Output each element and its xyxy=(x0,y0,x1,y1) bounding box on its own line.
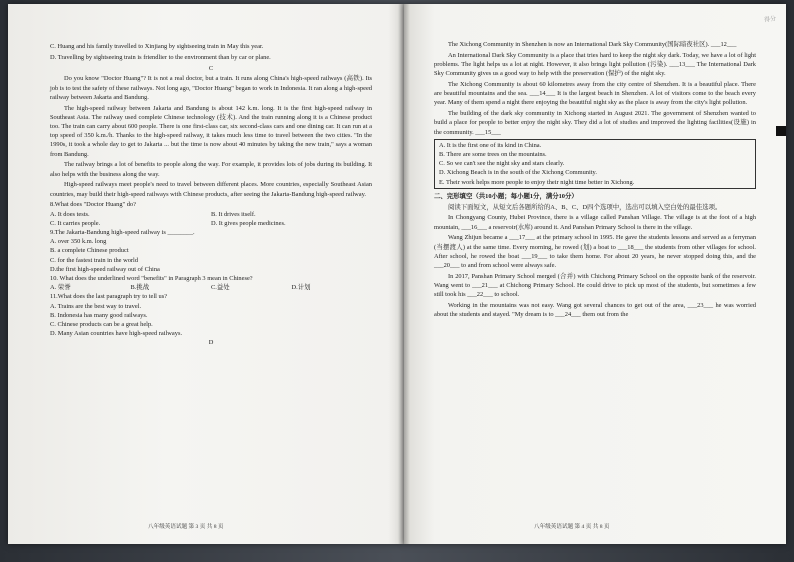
cloze-paragraph-4: Working in the mountains was not easy. Wang got several chances to get out of the area, ___23___ he was worried about the students and stayed. "My dream is to ___24___ them out from the xyxy=(434,302,756,319)
exam-page-left xyxy=(8,4,404,544)
question-9-option-d: D.the first high-speed railway out of China xyxy=(50,265,160,273)
left-page-content xyxy=(50,42,372,349)
passage-d-paragraph-2: An International Dark Sky Community is a place that tries hard to keep the night sky dark. Today, we have a lot of light problems. The light helps us a lot at night. However, it also brings light pollution (污染). ___13___ The International Dark Sky Community gives us a good way to help with the preservation (保护) of the night sky. xyxy=(434,51,756,78)
question-11-option-c: C. Chinese products can be a great help. xyxy=(50,321,153,329)
question-8-options-row2 xyxy=(50,219,372,228)
question-9-stem: 9.The Jakarta-Bandung high-speed railway is ________. xyxy=(50,229,195,237)
box-option-d: D. Xichong Beach is in the south of the Xichong Community. xyxy=(439,169,597,177)
question-8-option-b: B. It drives itself. xyxy=(211,210,256,218)
passage-c-paragraph-1: Do you know "Doctor Huang"? It is not a real doctor, but a train. It runs along China's high-speed railways (高铁). Its job is to test the safety of these railways. Not long ago, "Doctor Huang" began to work in Indonesia. It ran along a high-speed railway between Jakarta and Bandung. xyxy=(50,75,372,101)
cloze-paragraph-1: In Chongyang County, Hubei Province, there is a village called Panshan Village. The village is at the foot of a high mountain, ___16___ a reservoir(水库) around it. And Panshan Primary School is there in the village. xyxy=(434,214,756,231)
question-10-options xyxy=(50,283,372,292)
option-c-prev: C. Huang and his family travelled to Xinjiang by sightseeing train in May this year. xyxy=(50,43,264,50)
question-11-stem: 11.What does the last paragraph try to tell us? xyxy=(50,293,168,301)
cloze-paragraph-2: Wang Zhijun became a ___17___ at the primary school in 1995. He gave the students lessons and served as a ferryman (当摆渡人) at the same time. Every morning, he rowed (划) a boat to ___18___ the students from other villages for school. After school, he rowed the boat ___19___ to take them home. For about 20 years, he never stopped doing this, and the ___20___ to and from school were always safe. xyxy=(434,234,756,270)
box-option-e: E. Their work helps more people to enjoy their night time better in Xichong. xyxy=(439,178,635,186)
question-10-option-a: A. 荣誉 xyxy=(50,284,71,292)
passage-d-paragraph-3: The Xichong Community is about 60 kilometres away from the city centre of Shenzhen. It is a beautiful place. There are beautiful mountains and the sea. ___14___ It is the largest beach in Shenzhen. A lot of visitors come to the beach every year. Many of them spend a night there enjoying the beautiful night sky as the place is away from the city's light pollution. xyxy=(434,81,756,107)
question-9-option-c: C. for the fastest train in the world xyxy=(50,256,139,264)
passage-c-paragraph-2: The high-speed railway between Jakarta and Bandung is about 142 k.m. long. It is the first high-speed railway in Southeast Asia. The railway used complete Chinese technology (技术). And the train running along it is a Chinese product too. The train can carry about 600 people. There is one first-class car, six second-class cars and one dining car. It can run at a top speed of 350 k.m./h. Thanks to the high-speed railway, it takes much less time to travel between the two cities. "In the 1990s, it took a whole day to get to Jakarta ... but the time is now about 40 minutes by taking the new train," says a woman from Bandung. xyxy=(50,104,372,158)
question-11-option-b: B. Indonesia has many good railways. xyxy=(50,311,148,319)
question-9-option-a: A. over 350 k.m. long xyxy=(50,238,107,246)
question-10-option-b: B.挑战 xyxy=(130,284,150,292)
box-option-b: B. There are some trees on the mountains. xyxy=(439,151,547,159)
passage-d-paragraph-4: The building of the dark sky community in Xichong started in August 2021. The government of Shenzhen wanted to build a place for people to better enjoy the night sky. They did a lot of studies and improved the lighting facilities(设施) in the community. ___15___ xyxy=(434,110,756,136)
question-11-option-d: D. Many Asian countries have high-speed railways. xyxy=(50,330,183,338)
question-10-option-d: D.计划 xyxy=(291,284,311,292)
question-8-option-d: D. It gives people medicines. xyxy=(211,219,286,227)
passage-c-paragraph-4: High-speed railways meet people's need to travel between different places. More countries, especially Southeast Asian countries, may build their high-speed railways with Chinese products, after seeing the Jakarta-Bandung high-speed railway. xyxy=(50,181,372,198)
score-corner-mark: 得分 xyxy=(763,16,777,24)
question-8-option-a: A. It does tests. xyxy=(50,210,90,218)
question-8-option-c: C. It carries people. xyxy=(50,219,101,227)
cloze-paragraph-3: In 2017, Panshan Primary School merged (合并) with Chichong Primary School on the opposite bank of the reservoir. Wang went to ___21___ at Chichong Primary School. He could drive to pick up most of the students, but sometimes a few still took his ___22___ to school. xyxy=(434,272,756,299)
next-passage-letter: D xyxy=(208,339,214,347)
question-11-option-a: A. Trains are the best way to travel. xyxy=(50,302,142,310)
passage-d-paragraph-1: The Xichong Community in Shenzhen is now an International Dark Sky Community(国际暗夜社区). ___12___ xyxy=(448,41,737,48)
question-9-option-b: B. a complete Chinese product xyxy=(50,247,129,255)
passage-c-paragraph-3: The railway brings a lot of benefits to people along the way. For example, it provides lots of jobs during its building. It also helps with the business along the way. xyxy=(50,161,372,178)
section-title: 二、完形填空（共10小题；每小题1分，满分10分） xyxy=(434,192,578,200)
section-instruction: 阅读下面短文，从短文后各题所给的A、B、C、D四个选项中，选出可以填入空白处的最佳选项。 xyxy=(448,203,722,211)
question-10-stem: 10. What does the underlined word "benefits" in Paragraph 3 mean in Chinese? xyxy=(50,275,253,283)
right-page-content xyxy=(434,40,756,321)
option-d-prev: D. Travelling by sightseeing train is friendlier to the environment than by car or plane. xyxy=(50,53,271,61)
right-page-footer: 八年级英语试题 第 4 页 共 8 页 xyxy=(534,524,610,530)
left-page-footer: 八年级英语试题 第 3 页 共 8 页 xyxy=(148,524,224,530)
box-option-a: A. It is the first one of its kind in China. xyxy=(439,141,542,149)
question-10-option-c: C.益处 xyxy=(211,284,230,292)
options-box xyxy=(434,139,756,189)
passage-letter: C xyxy=(208,64,214,72)
question-8-stem: 8.What does "Doctor Huang" do? xyxy=(50,201,136,209)
box-option-c: C. So we can't see the night sky and stars clearly. xyxy=(439,160,565,168)
question-8-options-row1 xyxy=(50,210,372,219)
exam-page-right xyxy=(404,4,786,544)
book-gutter xyxy=(398,4,410,544)
page-edge-marker xyxy=(776,126,786,136)
